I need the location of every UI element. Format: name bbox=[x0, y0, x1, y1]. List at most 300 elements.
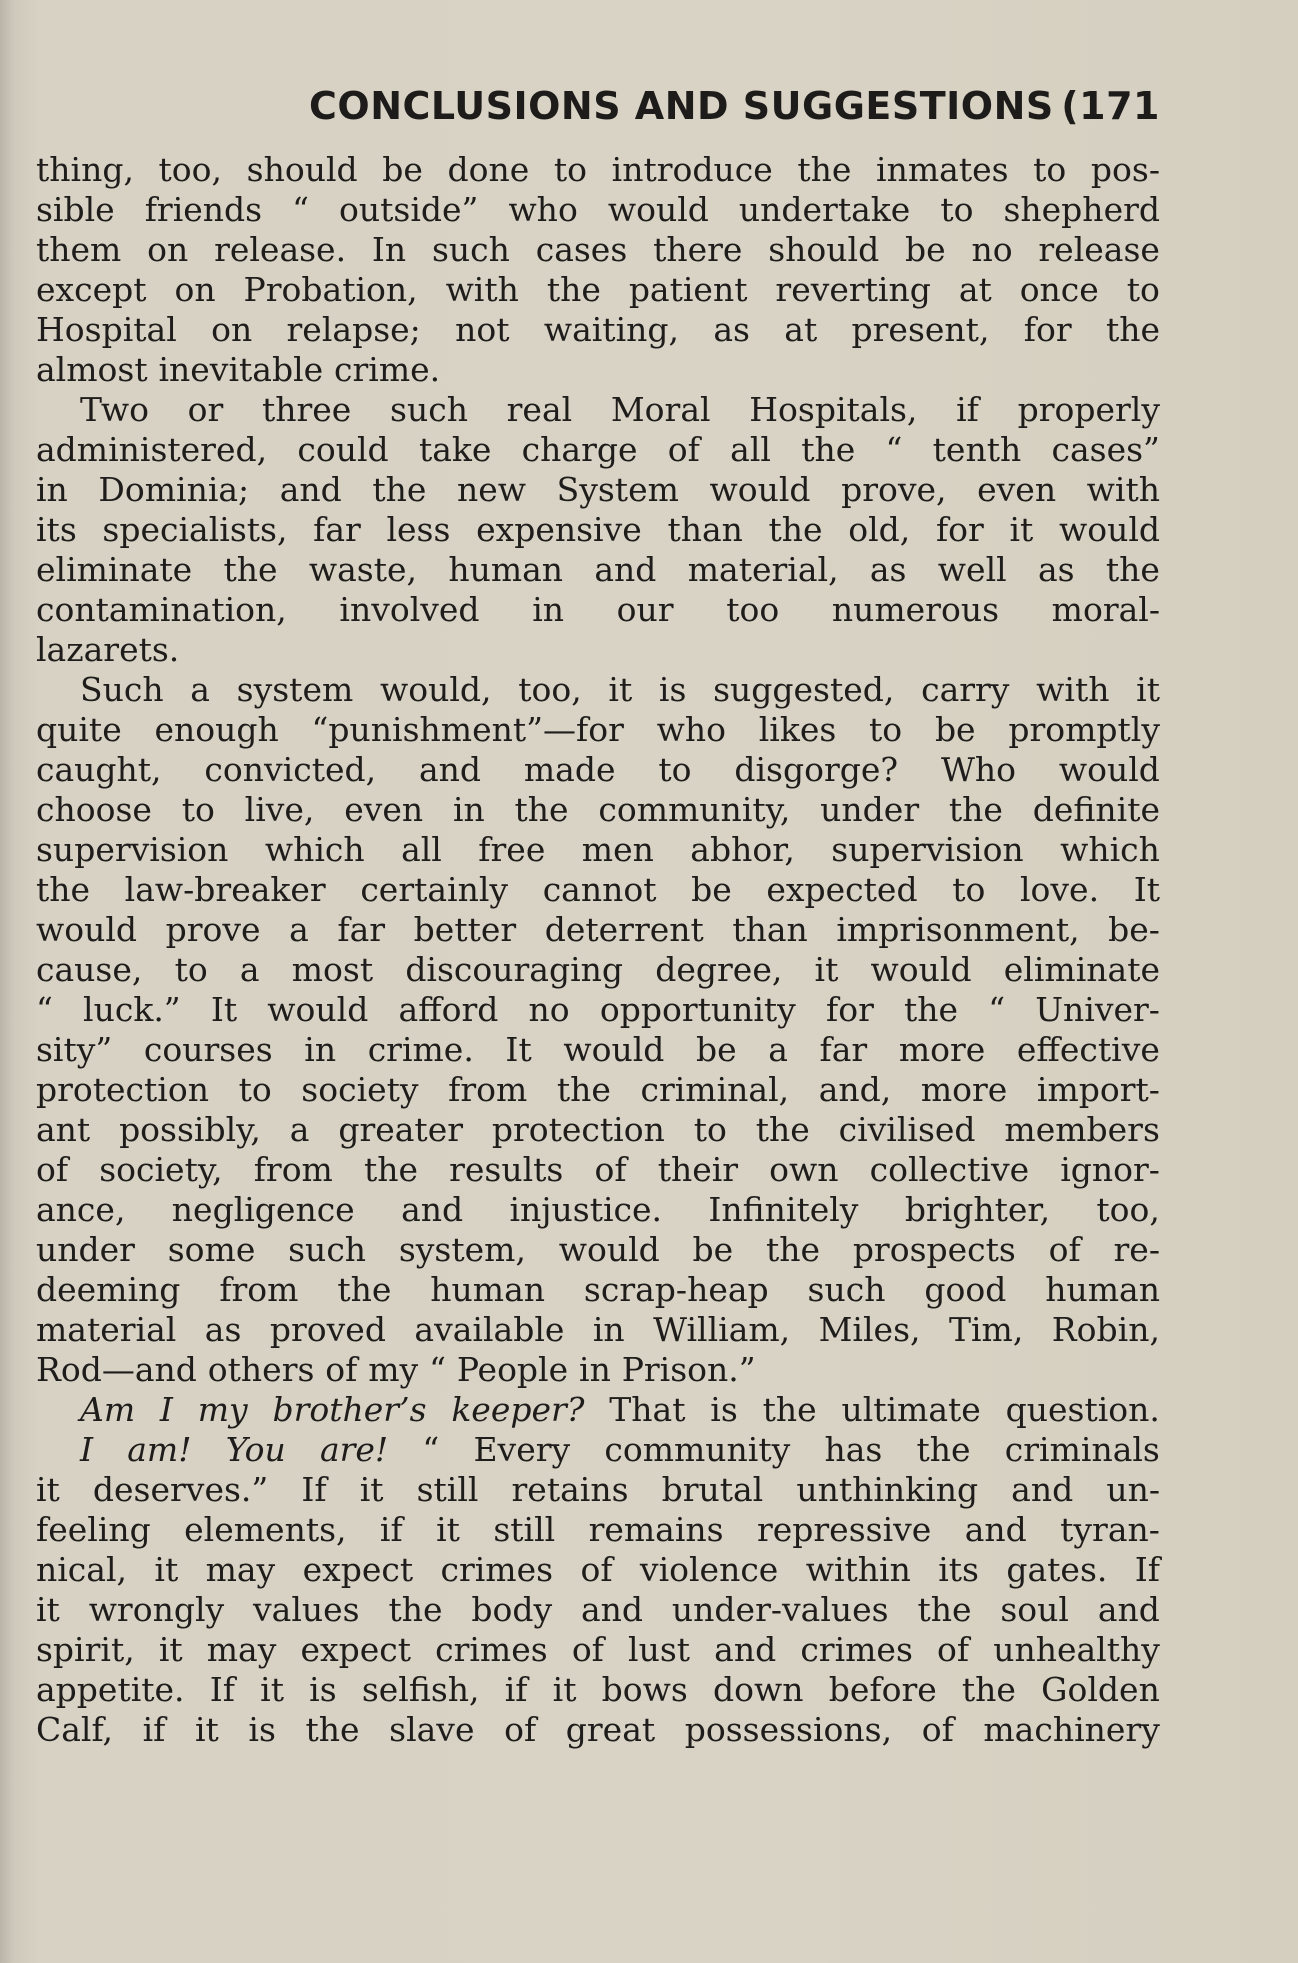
word: “ bbox=[988, 990, 1006, 1029]
word: it bbox=[194, 1710, 219, 1749]
word: the bbox=[801, 430, 856, 469]
text-line bbox=[36, 550, 1160, 590]
word: has bbox=[824, 1430, 883, 1469]
word: be- bbox=[1108, 910, 1160, 949]
word: love. bbox=[1019, 870, 1100, 909]
word: the bbox=[797, 150, 852, 189]
word: too bbox=[726, 590, 780, 629]
text-line bbox=[36, 270, 1160, 310]
word: the bbox=[1105, 550, 1160, 589]
word: it bbox=[1009, 510, 1034, 549]
word: some bbox=[167, 1230, 256, 1269]
word: and bbox=[279, 470, 342, 509]
word: “punishment”—for bbox=[311, 710, 624, 749]
word: abhor, bbox=[690, 830, 795, 869]
word: the bbox=[768, 510, 823, 549]
text-line bbox=[36, 1190, 1160, 1230]
word: be bbox=[934, 710, 976, 749]
word: to bbox=[1126, 270, 1160, 309]
text-line bbox=[36, 510, 1160, 550]
word: their bbox=[657, 1150, 739, 1189]
word: good bbox=[924, 1270, 1007, 1309]
word: If bbox=[209, 1670, 235, 1709]
word: criminal, bbox=[640, 1070, 790, 1109]
word: a bbox=[190, 670, 210, 709]
word: to bbox=[553, 150, 588, 189]
word: such bbox=[288, 1230, 367, 1269]
word: would bbox=[709, 470, 811, 509]
page-number: (171 bbox=[1061, 84, 1160, 128]
word: except bbox=[36, 270, 147, 309]
word: If bbox=[301, 1470, 327, 1509]
word: are! bbox=[319, 1430, 389, 1469]
word: Hospitals, bbox=[749, 390, 918, 429]
word: protection bbox=[36, 1070, 209, 1109]
word: with bbox=[445, 270, 519, 309]
word: disgorge? bbox=[734, 750, 899, 789]
word: degree, bbox=[655, 950, 783, 989]
text-line bbox=[36, 830, 1160, 870]
word: of bbox=[921, 1710, 954, 1749]
word: be bbox=[695, 1030, 737, 1069]
word: release. bbox=[214, 230, 347, 269]
word: the bbox=[762, 1390, 817, 1429]
word: “ bbox=[422, 1430, 440, 1469]
word: and bbox=[964, 1510, 1027, 1549]
word: for bbox=[825, 990, 874, 1029]
word: administered, bbox=[36, 430, 268, 469]
word: Prison.” bbox=[621, 1350, 756, 1389]
word: prove bbox=[165, 910, 261, 949]
word: expensive bbox=[476, 510, 642, 549]
word: old, bbox=[848, 510, 911, 549]
word: to bbox=[238, 1070, 272, 1109]
word: material, bbox=[687, 550, 839, 589]
word: ance, bbox=[36, 1190, 126, 1229]
word: the bbox=[223, 550, 278, 589]
text-line bbox=[36, 1110, 1160, 1150]
word: is bbox=[658, 670, 687, 709]
word: cause, bbox=[36, 950, 143, 989]
word: more bbox=[898, 1030, 986, 1069]
word: the bbox=[917, 1590, 972, 1629]
word: which bbox=[264, 830, 365, 869]
word: results bbox=[449, 1150, 564, 1189]
word: Rod—and bbox=[36, 1350, 197, 1389]
word: would, bbox=[379, 670, 492, 709]
word: is bbox=[248, 1710, 276, 1749]
word: Who bbox=[940, 750, 1016, 789]
word: feeling bbox=[36, 1510, 151, 1549]
word: System bbox=[556, 470, 679, 509]
word: would bbox=[267, 990, 369, 1029]
word: under bbox=[820, 790, 920, 829]
word: be bbox=[691, 870, 732, 909]
word: crimes bbox=[435, 1630, 548, 1669]
word: unthinking bbox=[796, 1470, 979, 1509]
word: them bbox=[36, 230, 122, 269]
word: negligence bbox=[171, 1190, 355, 1229]
word: and, bbox=[818, 1070, 892, 1109]
word: repressive bbox=[756, 1510, 932, 1549]
word: crime. bbox=[334, 350, 441, 389]
word: brutal bbox=[661, 1470, 764, 1509]
word: specialists, bbox=[102, 510, 288, 549]
word: would bbox=[607, 190, 709, 229]
text-line bbox=[36, 1030, 1160, 1070]
word: better bbox=[413, 910, 517, 949]
word: its bbox=[938, 1550, 979, 1589]
word: collective bbox=[869, 1150, 1030, 1189]
word: brother’s bbox=[272, 1390, 427, 1429]
word: made bbox=[523, 750, 616, 789]
word: be bbox=[692, 1230, 734, 1269]
word: to bbox=[693, 1110, 727, 1149]
text-line bbox=[36, 230, 1160, 270]
word: live, bbox=[244, 790, 315, 829]
word: my bbox=[368, 1350, 419, 1389]
word: still bbox=[416, 1470, 479, 1509]
word: undertake bbox=[738, 190, 911, 229]
word: thing, bbox=[36, 150, 134, 189]
word: in bbox=[579, 1350, 611, 1389]
word: the bbox=[372, 470, 427, 509]
text-line bbox=[36, 1270, 1160, 1310]
word: it bbox=[260, 1670, 284, 1709]
word: Univer- bbox=[1035, 990, 1160, 1029]
word: take bbox=[418, 430, 492, 469]
word: convicted, bbox=[204, 750, 377, 789]
text-line bbox=[36, 350, 1160, 390]
word: ant bbox=[36, 1110, 91, 1149]
word: a bbox=[289, 1110, 310, 1149]
word: Tim, bbox=[948, 1310, 1024, 1349]
word: proved bbox=[269, 1310, 386, 1349]
word: almost bbox=[36, 350, 148, 389]
text-line bbox=[36, 190, 1160, 230]
word: Every bbox=[473, 1430, 571, 1469]
word: William, bbox=[653, 1310, 791, 1349]
word: with bbox=[1036, 670, 1110, 709]
word: effective bbox=[1016, 1030, 1160, 1069]
word: sity” bbox=[36, 1030, 113, 1069]
word: no bbox=[528, 990, 570, 1029]
word: waste, bbox=[308, 550, 418, 589]
word: the bbox=[961, 1670, 1016, 1709]
text-line bbox=[36, 630, 1160, 670]
word: injustice. bbox=[509, 1190, 663, 1229]
word: if bbox=[379, 1510, 403, 1549]
word: system, bbox=[398, 1230, 526, 1269]
word: and bbox=[1097, 1590, 1160, 1629]
word: opportunity bbox=[599, 990, 796, 1029]
word: more bbox=[920, 1070, 1008, 1109]
word: Hospital bbox=[36, 310, 177, 349]
word: remains bbox=[588, 1510, 724, 1549]
word: less bbox=[386, 510, 451, 549]
word: contamination, bbox=[36, 590, 287, 629]
word: cannot bbox=[542, 870, 657, 909]
word: is bbox=[710, 1390, 738, 1429]
word: moral- bbox=[1051, 590, 1160, 629]
word: numerous bbox=[831, 590, 1000, 629]
word: the bbox=[904, 990, 959, 1029]
word: supervision bbox=[36, 830, 229, 869]
word: un- bbox=[1106, 1470, 1160, 1509]
word: the bbox=[556, 1070, 611, 1109]
word: prospects bbox=[852, 1230, 1016, 1269]
word: would bbox=[558, 1230, 660, 1269]
word: bows bbox=[601, 1670, 688, 1709]
word: Two bbox=[80, 390, 149, 429]
word: in bbox=[304, 1030, 337, 1069]
word: Dominia; bbox=[98, 470, 250, 509]
text-line bbox=[36, 310, 1160, 350]
word: inevitable bbox=[158, 350, 324, 389]
word: deserves.” bbox=[92, 1470, 269, 1509]
word: nical, bbox=[36, 1550, 128, 1589]
word: far bbox=[819, 1030, 868, 1069]
word: of bbox=[667, 430, 700, 469]
word: shepherd bbox=[1003, 190, 1160, 229]
word: “ bbox=[885, 430, 903, 469]
word: greater bbox=[338, 1110, 463, 1149]
word: present, bbox=[851, 310, 990, 349]
word: society bbox=[301, 1070, 419, 1109]
word: possibly, bbox=[119, 1110, 261, 1149]
word: deeming bbox=[36, 1270, 181, 1309]
text-line bbox=[36, 470, 1160, 510]
word: import- bbox=[1036, 1070, 1160, 1109]
word: in bbox=[592, 1310, 625, 1349]
word: well bbox=[937, 550, 1007, 589]
word: involved bbox=[339, 590, 480, 629]
word: three bbox=[261, 390, 352, 429]
word: with bbox=[1086, 470, 1160, 509]
word: I bbox=[159, 1390, 173, 1429]
word: to bbox=[869, 710, 903, 749]
word: available bbox=[414, 1310, 565, 1349]
word: such bbox=[431, 230, 510, 269]
word: all bbox=[730, 430, 771, 469]
word: expect bbox=[302, 1550, 414, 1589]
word: who bbox=[656, 710, 726, 749]
text-line bbox=[36, 390, 1160, 430]
word: the bbox=[388, 1590, 443, 1629]
word: ultimate bbox=[841, 1390, 981, 1429]
word: pos- bbox=[1090, 150, 1160, 189]
word: and bbox=[594, 550, 657, 589]
word: reverting bbox=[775, 270, 931, 309]
word: caught, bbox=[36, 750, 162, 789]
word: and bbox=[581, 1590, 644, 1629]
word: may bbox=[205, 1550, 276, 1589]
word: far bbox=[337, 910, 386, 949]
text-line bbox=[36, 1350, 1160, 1390]
word: a bbox=[768, 1030, 788, 1069]
word: society, bbox=[99, 1150, 223, 1189]
text-line bbox=[36, 870, 1160, 910]
text-line bbox=[36, 670, 1160, 710]
word: law-breaker bbox=[124, 870, 326, 909]
word: lust bbox=[628, 1630, 691, 1669]
word: crimes bbox=[800, 1630, 913, 1669]
word: material bbox=[36, 1310, 177, 1349]
word: prove, bbox=[841, 470, 947, 509]
word: on bbox=[174, 270, 216, 309]
text-line bbox=[36, 710, 1160, 750]
word: question. bbox=[1005, 1390, 1160, 1429]
word: the bbox=[305, 1710, 360, 1749]
word: ignor- bbox=[1060, 1150, 1160, 1189]
word: eliminate bbox=[1003, 950, 1160, 989]
word: the bbox=[546, 270, 601, 309]
word: free bbox=[478, 830, 546, 869]
word: of bbox=[580, 1550, 613, 1589]
word: be bbox=[382, 150, 423, 189]
word: at bbox=[958, 270, 992, 309]
page-header bbox=[40, 80, 1160, 140]
word: of bbox=[1048, 1230, 1081, 1269]
word: it bbox=[552, 1670, 577, 1709]
word: enough bbox=[154, 710, 279, 749]
word: should bbox=[246, 150, 358, 189]
word: promptly bbox=[1008, 710, 1160, 749]
word: it bbox=[436, 1510, 460, 1549]
word: it bbox=[36, 1590, 60, 1629]
word: outside” bbox=[339, 190, 479, 229]
word: than bbox=[667, 510, 743, 549]
word: if bbox=[956, 390, 979, 429]
word: likes bbox=[758, 710, 837, 749]
word: could bbox=[297, 430, 389, 469]
word: re- bbox=[1113, 1230, 1160, 1269]
word: Calf, bbox=[36, 1710, 114, 1749]
text-line bbox=[36, 1550, 1160, 1590]
word: a bbox=[289, 910, 309, 949]
word: introduce bbox=[611, 150, 773, 189]
word: within bbox=[805, 1550, 911, 1589]
word: patient bbox=[628, 270, 748, 309]
word: deterrent bbox=[544, 910, 704, 949]
word: in bbox=[452, 790, 485, 829]
word: even bbox=[977, 470, 1057, 509]
word: its bbox=[36, 510, 77, 549]
word: the bbox=[514, 790, 569, 829]
word: be bbox=[905, 230, 946, 269]
word: inmates bbox=[876, 150, 1009, 189]
word: spirit, bbox=[36, 1630, 135, 1669]
word: the bbox=[755, 1110, 810, 1149]
word: most bbox=[291, 950, 374, 989]
text-line bbox=[36, 430, 1160, 470]
running-head: CONCLUSIONS AND SUGGESTIONS bbox=[309, 84, 1054, 128]
word: real bbox=[506, 390, 573, 429]
word: civilised bbox=[838, 1110, 976, 1149]
text-line bbox=[36, 1590, 1160, 1630]
word: wrongly bbox=[88, 1590, 225, 1629]
word: suggested, bbox=[713, 670, 895, 709]
word: to bbox=[181, 790, 215, 829]
word: “ bbox=[36, 990, 53, 1029]
text-line bbox=[36, 950, 1160, 990]
word: for bbox=[935, 510, 984, 549]
word: under bbox=[36, 1230, 135, 1269]
word: if bbox=[142, 1710, 166, 1749]
word: the bbox=[363, 1150, 419, 1189]
word: who bbox=[508, 190, 578, 229]
word: brighter, bbox=[904, 1190, 1051, 1229]
word: possessions, bbox=[684, 1710, 893, 1749]
word: community, bbox=[598, 790, 791, 829]
word: too, bbox=[1096, 1190, 1160, 1229]
text-line bbox=[36, 1630, 1160, 1670]
word: It bbox=[1133, 870, 1160, 909]
word: release bbox=[1038, 230, 1160, 269]
text-line bbox=[36, 790, 1160, 830]
word: charge bbox=[521, 430, 638, 469]
word: certainly bbox=[360, 870, 509, 909]
word: People bbox=[456, 1350, 569, 1389]
word: than bbox=[732, 910, 808, 949]
word: others bbox=[207, 1350, 315, 1389]
word: appetite. bbox=[36, 1670, 185, 1709]
word: far bbox=[313, 510, 361, 549]
word: scrap-heap bbox=[583, 1270, 769, 1309]
word: Probation, bbox=[243, 270, 418, 309]
word: would bbox=[36, 910, 138, 949]
word: criminals bbox=[1004, 1430, 1160, 1469]
word: which bbox=[1060, 830, 1160, 869]
word: is bbox=[309, 1670, 337, 1709]
word: imprisonment, bbox=[836, 910, 1080, 949]
word: in bbox=[36, 470, 68, 509]
word: sible bbox=[36, 190, 115, 229]
word: Miles, bbox=[818, 1310, 921, 1349]
word: new bbox=[457, 470, 527, 509]
word: the bbox=[948, 790, 1003, 829]
word: properly bbox=[1017, 390, 1160, 429]
word: unhealthy bbox=[993, 1630, 1160, 1669]
word: or bbox=[187, 390, 224, 429]
word: human bbox=[448, 550, 564, 589]
word: to bbox=[1033, 150, 1067, 189]
word: from bbox=[253, 1150, 333, 1189]
word: courses bbox=[143, 1030, 273, 1069]
word: of bbox=[504, 1710, 537, 1749]
word: You bbox=[225, 1430, 286, 1469]
word: of bbox=[325, 1350, 358, 1389]
word: afford bbox=[398, 990, 499, 1029]
word: community bbox=[604, 1430, 791, 1469]
word: crime. bbox=[367, 1030, 474, 1069]
word: on bbox=[211, 310, 253, 349]
word: under-values bbox=[671, 1590, 889, 1629]
word: friends bbox=[144, 190, 263, 229]
word: such bbox=[390, 390, 468, 429]
word: “ bbox=[292, 190, 309, 229]
word: as bbox=[869, 550, 907, 589]
word: on bbox=[147, 230, 189, 269]
word: relapse; bbox=[286, 310, 421, 349]
word: That bbox=[609, 1390, 686, 1429]
word: Robin, bbox=[1051, 1310, 1160, 1349]
word: the bbox=[36, 870, 91, 909]
word: of bbox=[594, 1150, 627, 1189]
word: to bbox=[658, 750, 692, 789]
word: If bbox=[1134, 1550, 1160, 1589]
word: It bbox=[210, 990, 238, 1029]
